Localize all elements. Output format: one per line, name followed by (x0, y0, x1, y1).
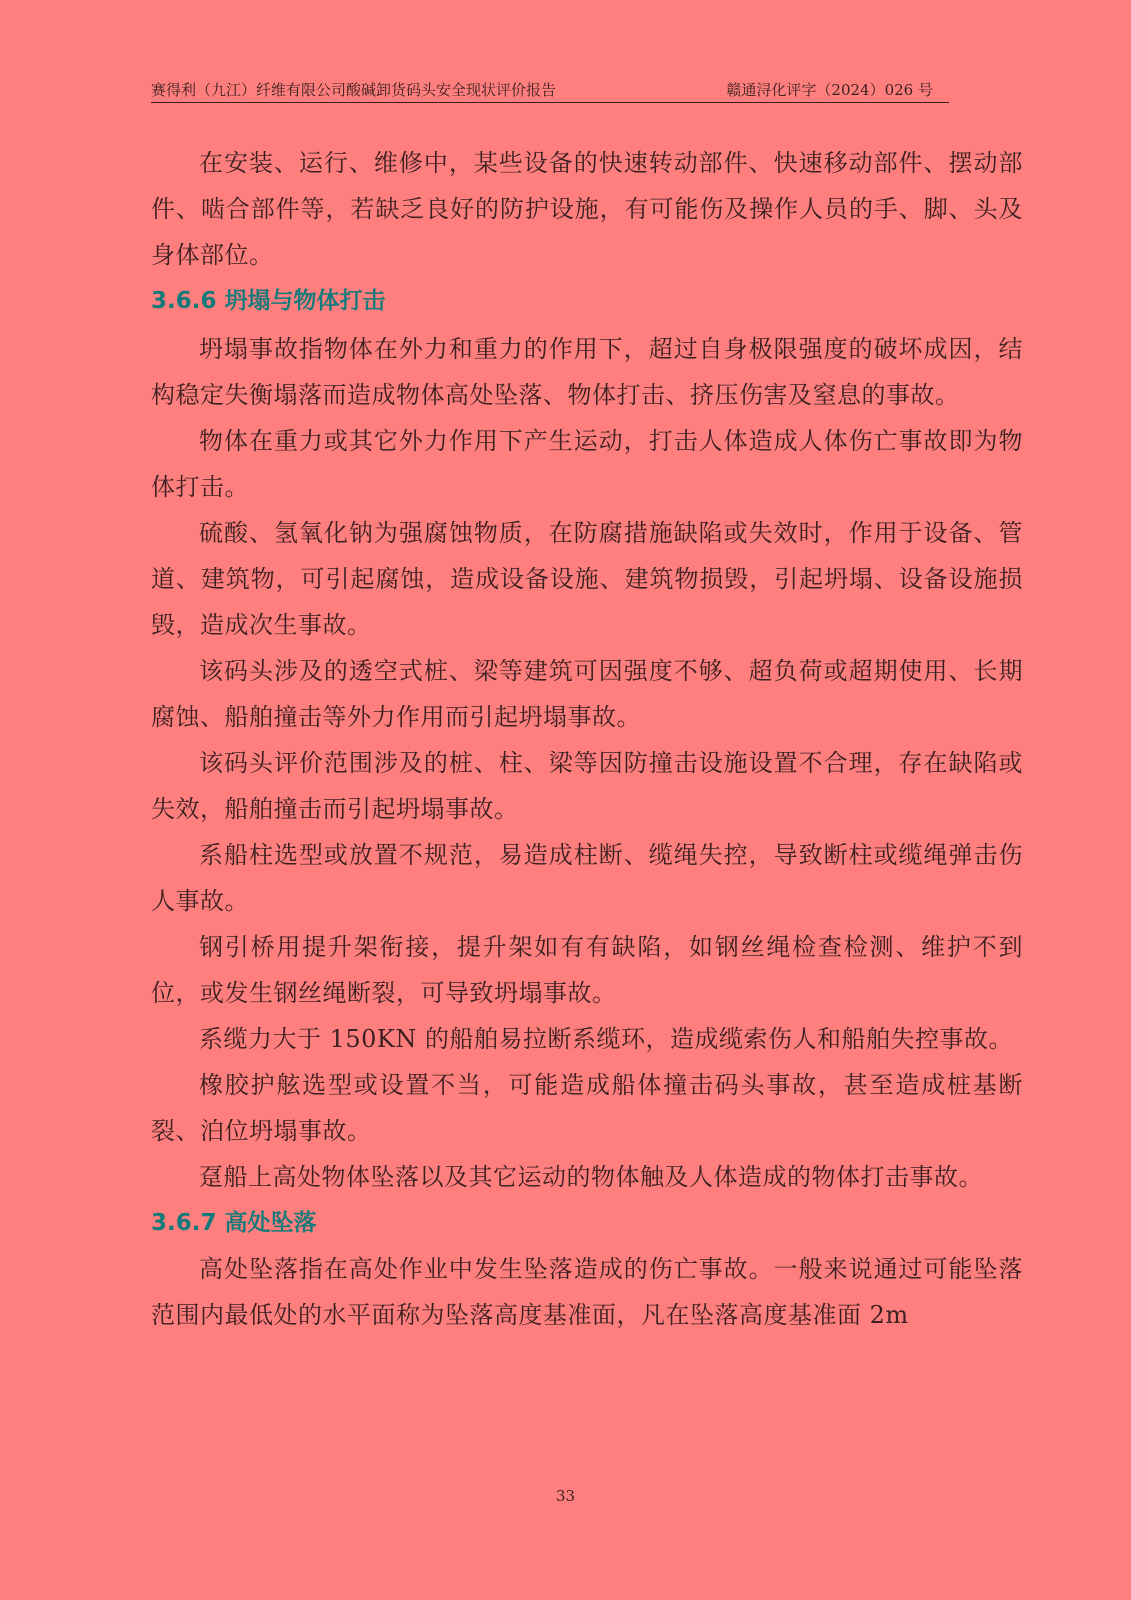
paragraph: 坍塌事故指物体在外力和重力的作用下，超过自身极限强度的破坏成因，结构稳定失衡塌落而造成物体高处坠落、物体打击、挤压伤害及窒息的事故。 (151, 335, 1023, 409)
paragraph: 钢引桥用提升架衔接，提升架如有有缺陷，如钢丝绳检查检测、维护不到位，或发生钢丝绳断裂，可导致坍塌事故。 (151, 933, 1023, 1007)
header-report-title: 赛得利（九江）纤维有限公司酸碱卸货码头安全现状评价报告 (151, 81, 557, 99)
section-heading-3-6-6: 3.6.6 坍塌与物体打击 (151, 288, 386, 314)
header-document-number: 赣通浔化评字（2024）026 号 (726, 81, 933, 99)
section-heading-3-6-7: 3.6.7 高处坠落 (151, 1210, 317, 1236)
paragraph: 在安装、运行、维修中，某些设备的快速转动部件、快速移动部件、摆动部件、啮合部件等，若缺乏良好的防护设施，有可能伤及操作人员的手、脚、头及身体部位。 (151, 149, 1023, 269)
paragraph: 系船柱选型或放置不规范，易造成柱断、缆绳失控，导致断柱或缆绳弹击伤人事故。 (151, 841, 1023, 915)
paragraph: 橡胶护舷选型或设置不当，可能造成船体撞击码头事故，甚至造成桩基断裂、泊位坍塌事故。 (151, 1071, 1023, 1145)
page-content (151, 140, 1023, 1338)
paragraph: 硫酸、氢氧化钠为强腐蚀物质，在防腐措施缺陷或失效时，作用于设备、管道、建筑物，可引起腐蚀，造成设备设施、建筑物损毁，引起坍塌、设备设施损毁，造成次生事故。 (151, 519, 1023, 639)
paragraph: 该码头涉及的透空式桩、梁等建筑可因强度不够、超负荷或超期使用、长期腐蚀、船舶撞击等外力作用而引起坍塌事故。 (151, 657, 1023, 731)
paragraph: 趸船上高处物体坠落以及其它运动的物体触及人体造成的物体打击事故。 (199, 1163, 983, 1191)
page-number: 33 (555, 1487, 576, 1505)
paragraph: 该码头评价范围涉及的桩、柱、梁等因防撞击设施设置不合理，存在缺陷或失效，船舶撞击而引起坍塌事故。 (151, 749, 1023, 823)
paragraph: 高处坠落指在高处作业中发生坠落造成的伤亡事故。一般来说通过可能坠落范围内最低处的水平面称为坠落高度基准面，凡在坠落高度基准面 2m (151, 1255, 1023, 1329)
paragraph: 物体在重力或其它外力作用下产生运动，打击人体造成人体伤亡事故即为物体打击。 (151, 427, 1023, 501)
paragraph: 系缆力大于 150KN 的船舶易拉断系缆环，造成缆索伤人和船舶失控事故。 (199, 1025, 1013, 1053)
page-header (151, 80, 949, 103)
